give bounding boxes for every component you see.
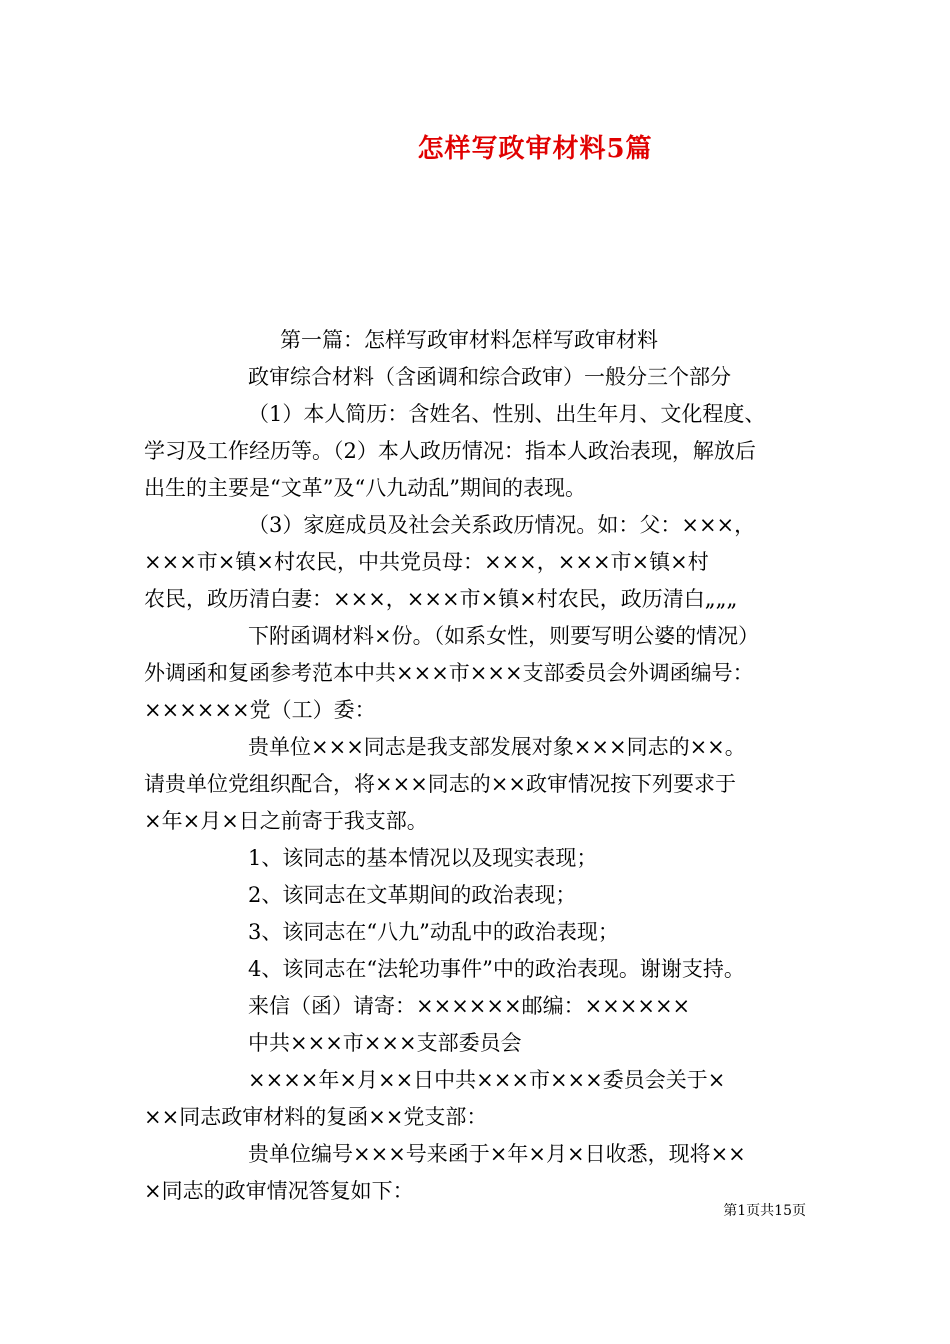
paragraph-line: 农民，政历清白妻：×××，×××市×镇×村农民，政历清白„„„ [144, 587, 738, 611]
document-title: 怎样写政审材料5篇 [417, 134, 653, 164]
paragraph-line: 请贵单位党组织配合，将×××同志的××政审情况按下列要求于 [144, 772, 736, 796]
paragraph-line: 中共×××市×××支部委员会 [248, 1031, 522, 1055]
paragraph-line: （3）家庭成员及社会关系政历情况。如：父：×××， [248, 513, 756, 537]
paragraph-line: ×同志的政审情况答复如下： [144, 1179, 414, 1203]
paragraph-line: ××同志政审材料的复函××党支部： [144, 1105, 488, 1129]
document-body [144, 322, 812, 1210]
list-item: 2、该同志在文革期间的政治表现； [248, 883, 577, 907]
paragraph-line: 学习及工作经历等。（2）本人政历情况：指本人政治表现，解放后 [144, 439, 756, 463]
paragraph-line: 出生的主要是“文革”及“八九动乱”期间的表现。 [144, 476, 586, 500]
paragraph-line: 来信（函）请寄：××××××邮编：×××××× [248, 994, 691, 1018]
paragraph-line: 贵单位×××同志是我支部发展对象×××同志的××。 [248, 735, 746, 759]
section-heading: 第一篇：怎样写政审材料怎样写政审材料 [280, 328, 658, 352]
paragraph-line: ×年×月×日之前寄于我支部。 [144, 809, 428, 833]
paragraph-line: ××××××党（工）委： [144, 698, 376, 722]
paragraph-line: 下附函调材料×份。（如系女性，则要写明公婆的情况） [248, 624, 760, 648]
list-item: 1、该同志的基本情况以及现实表现； [248, 846, 598, 870]
paragraph-line: 政审综合材料（含函调和综合政审）一般分三个部分 [248, 365, 731, 389]
paragraph-line: （1）本人简历：含姓名、性别、出生年月、文化程度、 [248, 402, 766, 426]
paragraph-line: 贵单位编号×××号来函于×年×月×日收悉，现将×× [248, 1142, 746, 1166]
paragraph-line: ××××年×月××日中共×××市×××委员会关于× [248, 1068, 726, 1092]
page-number-footer: 第1页共15页 [723, 1203, 806, 1219]
list-item: 4、该同志在“法轮功事件”中的政治表现。谢谢支持。 [248, 957, 745, 981]
paragraph-line: 外调函和复函参考范本中共×××市×××支部委员会外调函编号： [144, 661, 754, 685]
list-item: 3、该同志在“八九”动乱中的政治表现； [248, 920, 619, 944]
paragraph-line: ×××市×镇×村农民，中共党员母：×××，×××市×镇×村 [144, 550, 709, 574]
